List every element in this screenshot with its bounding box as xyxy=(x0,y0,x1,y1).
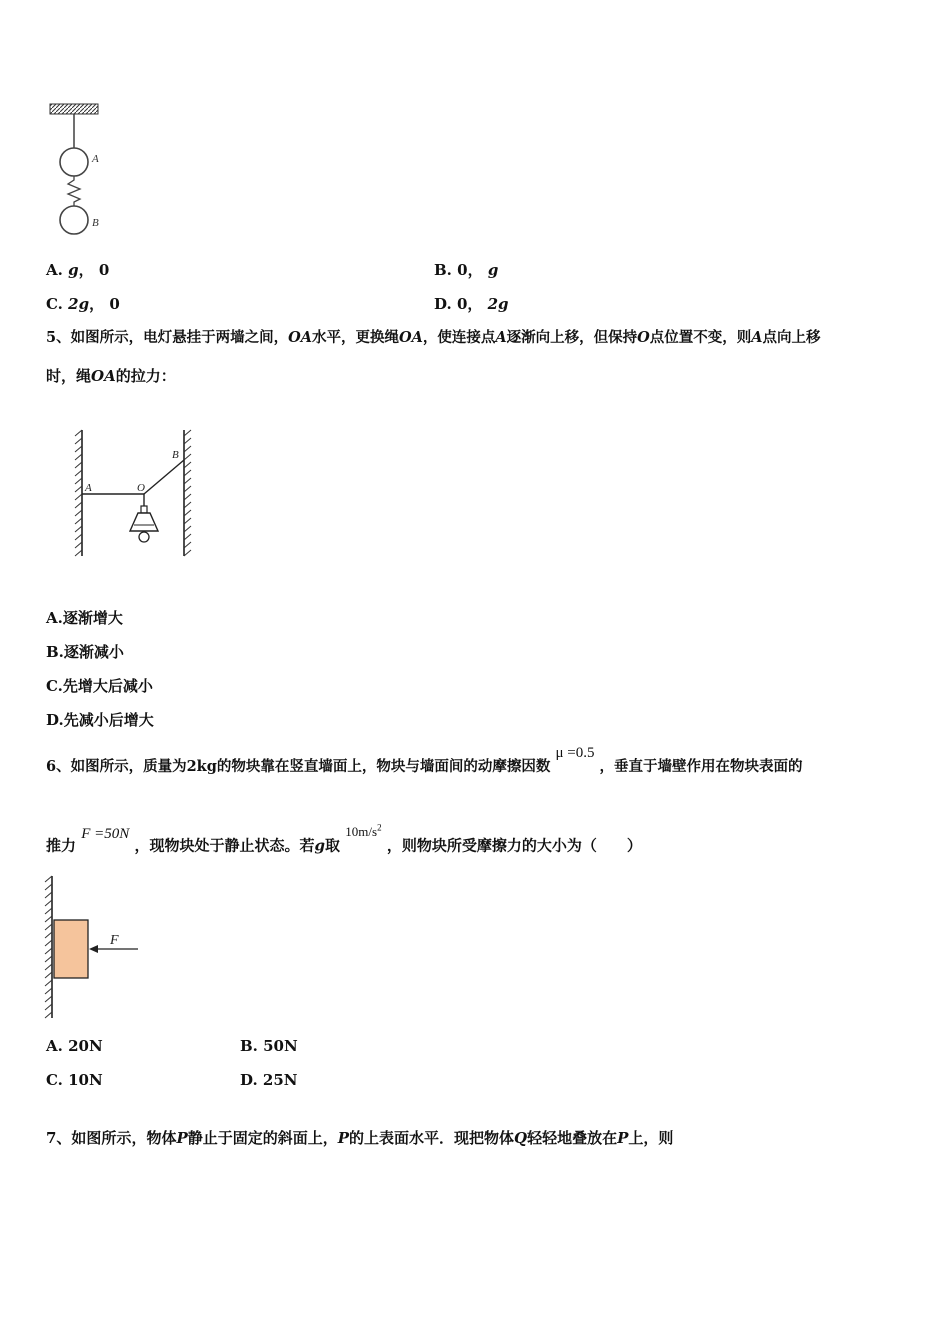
q4-spring-figure xyxy=(44,100,114,240)
g-value: $10m/s^2$ xyxy=(345,823,382,840)
q4-option-a[interactable]: A. g， 0 xyxy=(46,261,110,279)
q6-option-d[interactable]: D. 25N xyxy=(240,1071,298,1089)
q4-option-b[interactable]: B. 0， g xyxy=(434,261,499,279)
q6-block-figure xyxy=(40,872,150,1022)
spring xyxy=(68,176,80,206)
q4-option-d[interactable]: D. 0， 2g xyxy=(434,295,509,313)
mu-formula: μ =0.5 xyxy=(555,745,595,761)
block xyxy=(54,920,88,978)
q6-stem-line2: 推力 F =50N ，现物块处于静止状态。若g取 $10m/s^2$ ，则物块所受摩擦力的大小为（ ） xyxy=(46,823,642,855)
label-b: B xyxy=(92,217,99,229)
svg-text:O: O xyxy=(137,482,145,494)
q4-option-c[interactable]: C. 2g， 0 xyxy=(46,295,120,313)
q5-option-a[interactable]: A.逐渐增大 xyxy=(46,609,123,627)
q5-option-c[interactable]: C.先增大后减小 xyxy=(46,677,153,695)
ball-a xyxy=(60,148,88,176)
svg-text:B: B xyxy=(172,449,179,461)
lamp-shade xyxy=(130,513,158,531)
q5-option-b[interactable]: B.逐渐减小 xyxy=(46,643,124,661)
ball-b xyxy=(60,206,88,234)
q6-stem-line1: 6、如图所示，质量为2kg的物块靠在竖直墙面上，物块与墙面间的动摩擦因数 μ =0.5 ，垂直于墙壁作用在物块表面的 xyxy=(46,745,803,775)
svg-text:A: A xyxy=(85,482,92,494)
ceiling xyxy=(50,104,98,114)
q5-stem-line2: 时，绳OA的拉力： xyxy=(46,367,176,385)
q6-option-a[interactable]: A. 20N xyxy=(46,1037,103,1055)
q5-lamp-figure xyxy=(70,424,200,564)
rope-ob xyxy=(144,460,184,494)
label-a: A xyxy=(92,153,99,165)
q6-option-b[interactable]: B. 50N xyxy=(240,1037,298,1055)
lamp-bulb xyxy=(139,532,149,542)
q5-stem-line1: 5、如图所示，电灯悬挂于两墙之间，OA水平，更换绳OA，使连接点A逐渐向上移，但保持O点位置不变，则A点向上移 xyxy=(46,329,821,346)
svg-text:F: F xyxy=(110,933,119,948)
q6-option-c[interactable]: C. 10N xyxy=(46,1071,103,1089)
q5-option-d[interactable]: D.先减小后增大 xyxy=(46,711,154,729)
force-formula: F =50N xyxy=(81,826,130,843)
q7-stem-line1: 7、如图所示，物体P静止于固定的斜面上，P的上表面水平．现把物体Q轻轻地叠放在P上，则 xyxy=(46,1129,674,1147)
